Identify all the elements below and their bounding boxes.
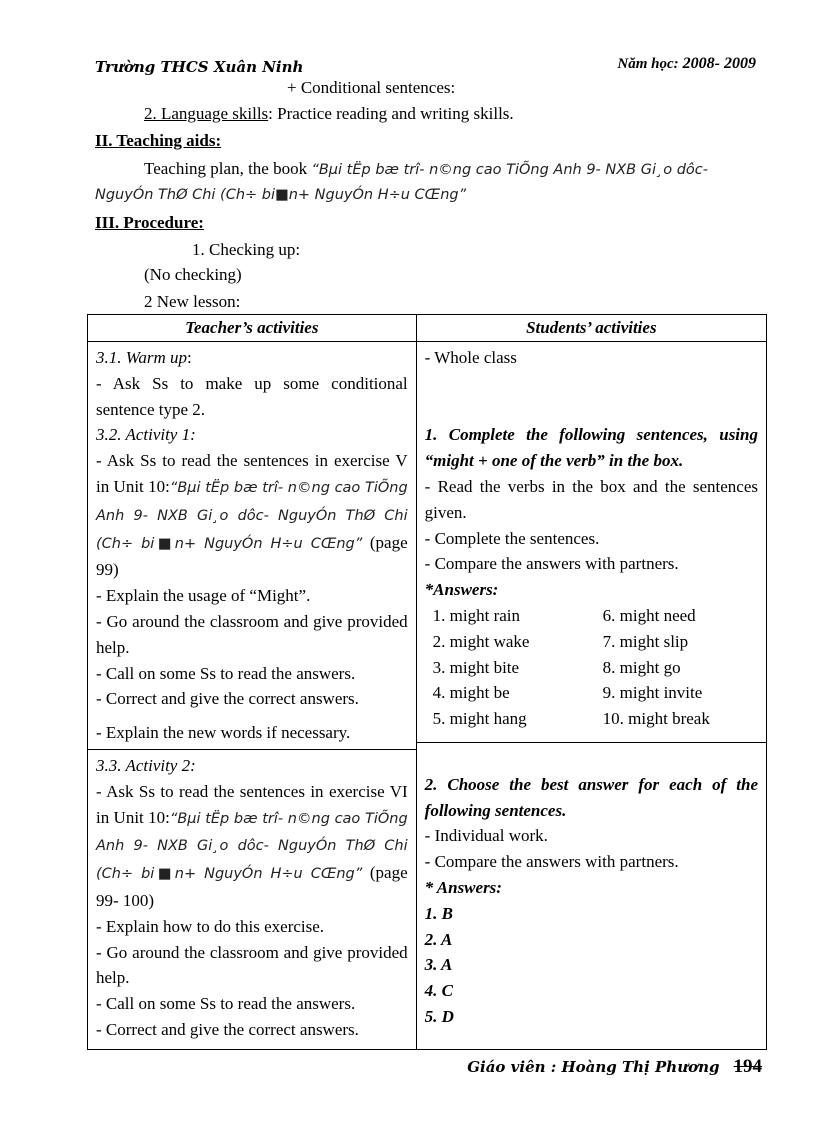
exercise-2-answer: 1. B (424, 903, 453, 923)
activity-2-call: - Call on some Ss to read the answers. (96, 994, 356, 1014)
teaching-aids-heading: II. Teaching aids: (95, 131, 222, 150)
activity-1-explain: - Explain the usage of “Might”. (96, 586, 311, 606)
exercise-1-complete: - Complete the sentences. (424, 528, 600, 548)
answer-row: 2. might wake 7. might slip (432, 631, 689, 651)
students-activities-cell (416, 342, 766, 1050)
activity-1-correct: - Correct and give the correct answers. (96, 689, 359, 709)
teaching-aids-line-2 (95, 186, 466, 204)
teacher-activities-cell (88, 342, 417, 1050)
exercise-2-answers-label: * Answers: (424, 877, 502, 897)
activity-1-page: (page 99) (96, 532, 408, 580)
activity-1-text: - Ask Ss to read the sentences in exercise V in Unit 10:“Bµi tËp bæ trî- n©ng cao TiÕng Anh 9- NXB Gi¸o dôc- NguyÓn ThØ Chi (Ch÷ bi■n+ NguyÓn H÷u CŒng” (page 99) (96, 451, 408, 580)
school-year-value: 2008- 2009 (682, 55, 756, 72)
exercise-2-individual: - Individual work. (424, 826, 548, 846)
activity-1-go-around: - Go around the classroom and give provided help. (96, 611, 408, 657)
students-activity-2 (417, 742, 766, 1030)
warmup-title: 3.1. Warm up (96, 348, 187, 367)
whole-class: - Whole class (424, 348, 517, 367)
activity-2-explain: - Explain how to do this exercise. (96, 916, 325, 936)
answer-row: 4. might be 9. might invite (432, 683, 703, 703)
footer (467, 1056, 762, 1078)
exercise-2-answer: 5. D (424, 1006, 454, 1026)
activity-2-book: “Bµi tËp bæ trî- n©ng cao TiÕng Anh 9- NXB Gi¸o dôc- NguyÓn ThØ Chi (Ch÷ bi■n+ NguyÓn H÷u CŒng” (96, 810, 408, 883)
school-year (617, 55, 756, 73)
answer-row: 5. might hang 10. might break (432, 709, 710, 729)
exercise-2-answer: 3. A (424, 955, 453, 975)
teaching-aids-line-1 (144, 159, 708, 179)
exercise-1-answers-label: *Answers: (424, 580, 499, 600)
teacher-activities (88, 342, 416, 746)
students-column-header: Students’ activities (416, 315, 766, 342)
table-header-row (88, 315, 767, 342)
school-header: Trường THCS Xuân Ninh (95, 58, 304, 76)
activity-1-new-words: - Explain the new words if necessary. (96, 723, 351, 743)
activity-2-correct: - Correct and give the correct answers. (96, 1019, 359, 1039)
school-year-label: Năm học: (617, 56, 679, 72)
activity-1-call: - Call on some Ss to read the answers. (96, 663, 356, 683)
page-number: 194 (733, 1056, 762, 1077)
warmup-text: - Ask Ss to make up some conditional sentence type 2. (96, 373, 408, 419)
language-skills-text: : Practice reading and writing skills. (268, 104, 514, 123)
exercise-2-title: 2. Choose the best answer for each of the following sentences. (424, 774, 758, 820)
exercise-2-answer: 2. A (424, 929, 453, 949)
exercise-1-read: - Read the verbs in the box and the sentences given. (424, 476, 758, 522)
exercise-2-answer: 4. C (424, 981, 453, 1001)
activity-1-book: “Bµi tËp bæ trî- n©ng cao TiÕng Anh 9- NXB Gi¸o dôc- NguyÓn ThØ Chi (Ch÷ bi■n+ NguyÓn H÷u CŒng” (96, 479, 408, 552)
new-lesson: 2 New lesson: (144, 292, 241, 311)
language-skills-line (144, 104, 514, 124)
activity-2-go-around: - Go around the classroom and give provided help. (96, 942, 408, 988)
no-checking: (No checking) (144, 265, 242, 284)
checking-up: 1. Checking up: (192, 240, 301, 259)
activity-1-title: 3.2. Activity 1: (96, 425, 196, 445)
activity-2-text: - Ask Ss to read the sentences in exercise VI in Unit 10:“Bµi tËp bæ trî- n©ng cao TiÕng Anh 9- NXB Gi¸o dôc- NguyÓn ThØ Chi (Ch÷ bi■n+ NguyÓn H÷u CŒng” (page 99- 100) (96, 781, 408, 910)
teaching-aids-text: Teaching plan, the book (144, 159, 312, 178)
activities-table (87, 314, 767, 1050)
activity-2-page: (page 99- 100) (96, 863, 408, 910)
exercise-2-compare: - Compare the answers with partners. (424, 852, 679, 872)
book-title-part-1: “Bµi tËp bæ trî- n©ng cao TiÕng Anh 9- NXB Gi¸o dôc- (311, 162, 709, 178)
footer-teacher: Giáo viên : Hoàng Thị Phương (467, 1058, 720, 1076)
exercise-1-compare: - Compare the answers with partners. (424, 554, 679, 574)
procedure-heading: III. Procedure: (95, 213, 204, 232)
answer-row: 1. might rain 6. might need (432, 605, 696, 625)
teacher-activity-2 (88, 749, 416, 1049)
answer-row: 3. might bite 8. might go (432, 657, 681, 677)
students-activities (417, 342, 766, 742)
warmup-heading: 3.1. Warm up: (96, 348, 192, 367)
exercise-1-answers (425, 603, 758, 732)
language-skills-label: 2. Language skills (144, 104, 269, 123)
book-title-part-2: NguyÓn ThØ Chi (Ch÷ bi■n+ NguyÓn H÷u CŒng” (95, 187, 467, 203)
exercise-1-title: 1. Complete the following sentences, using “might + one of the verb” in the box. (424, 425, 758, 471)
teacher-column-header: Teacher’s activities (88, 315, 417, 342)
activity-2-title: 3.3. Activity 2: (96, 755, 196, 775)
table-row (88, 342, 767, 1050)
conditional-line: + Conditional sentences: (287, 78, 456, 97)
